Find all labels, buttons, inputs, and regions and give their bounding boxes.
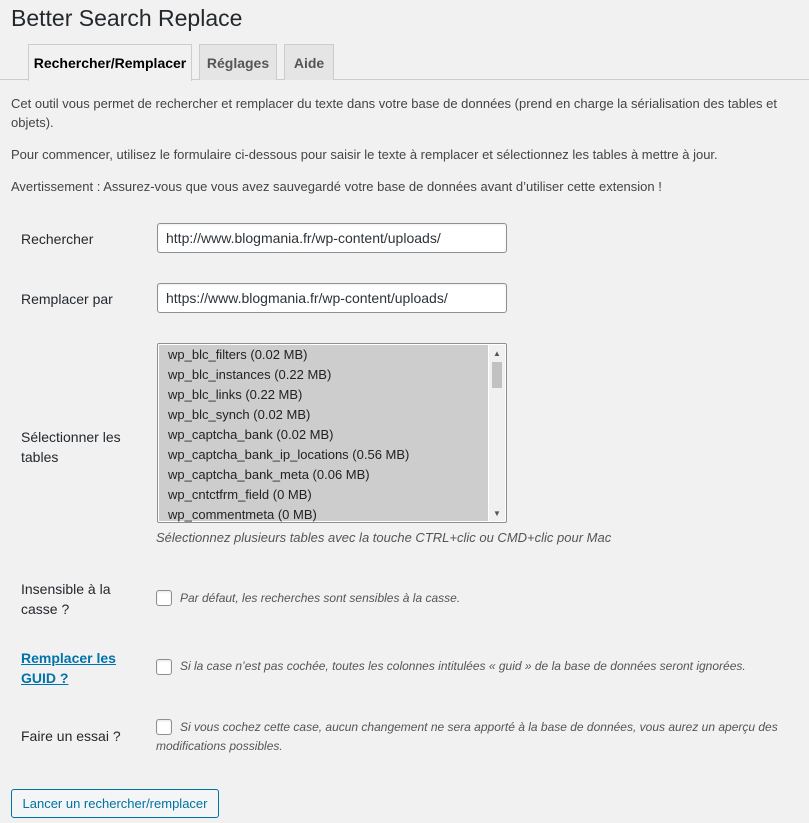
- replace-guids-label-line1[interactable]: Remplacer les: [21, 650, 116, 666]
- table-option[interactable]: wp_blc_filters (0.02 MB): [168, 347, 308, 362]
- search-input[interactable]: [157, 223, 507, 253]
- tab-help[interactable]: Aide: [284, 44, 334, 80]
- intro-description: Cet outil vous permet de rechercher et remplacer du texte dans votre base de données (prend en charge la sérialisation des tables et objets).: [11, 96, 777, 130]
- table-option[interactable]: wp_commentmeta (0 MB): [168, 507, 317, 522]
- table-option[interactable]: wp_blc_instances (0.22 MB): [168, 367, 332, 382]
- scroll-thumb[interactable]: [492, 362, 502, 388]
- tables-hint: Sélectionnez plusieurs tables avec la touche CTRL+clic ou CMD+clic pour Mac: [156, 530, 612, 545]
- tables-options: [159, 345, 488, 521]
- replace-input[interactable]: [157, 283, 507, 313]
- table-option[interactable]: wp_blc_links (0.22 MB): [168, 387, 303, 402]
- table-option[interactable]: wp_blc_synch (0.02 MB): [168, 407, 311, 422]
- case-insensitive-label-line1: Insensible à la: [21, 581, 111, 597]
- table-option[interactable]: wp_captcha_bank (0.02 MB): [168, 427, 334, 442]
- case-insensitive-label: [21, 579, 111, 619]
- tab-settings[interactable]: Réglages: [199, 44, 277, 80]
- triangle-down-icon[interactable]: ▼: [493, 508, 501, 518]
- replace-guids-help-link[interactable]: [21, 648, 116, 688]
- run-search-replace-button[interactable]: Lancer un rechercher/remplacer: [11, 789, 219, 818]
- dry-run-description-line2: modifications possibles.: [156, 739, 283, 753]
- case-insensitive-checkbox[interactable]: [156, 590, 172, 606]
- triangle-up-icon[interactable]: ▲: [493, 348, 501, 358]
- search-label: Rechercher: [21, 231, 94, 247]
- replace-guids-description: Si la case n’est pas cochée, toutes les colonnes intitulées « guid » de la base de données seront ignorées.: [180, 659, 746, 673]
- replace-label: Remplacer par: [21, 291, 113, 307]
- tab-search-replace[interactable]: Rechercher/Remplacer: [28, 44, 192, 81]
- case-insensitive-description: Par défaut, les recherches sont sensibles à la casse.: [180, 591, 461, 605]
- tables-label-line1: Sélectionner les: [21, 429, 121, 445]
- intro-instructions: Pour commencer, utilisez le formulaire ci-dessous pour saisir le texte à remplacer et sélectionnez les tables à mettre à jour.: [11, 147, 718, 162]
- dry-run-checkbox[interactable]: [156, 719, 172, 735]
- tab-bar: [0, 44, 809, 80]
- page-title: Better Search Replace: [11, 5, 243, 31]
- table-option[interactable]: wp_captcha_bank_ip_locations (0.56 MB): [168, 447, 410, 462]
- dry-run-label: Faire un essai ?: [21, 728, 121, 744]
- replace-guids-label-line2[interactable]: GUID ?: [21, 670, 69, 686]
- replace-guids-label: [21, 648, 116, 688]
- intro-warning: Avertissement : Assurez-vous que vous avez sauvegardé votre base de données avant d’utiliser cette extension !: [11, 179, 662, 194]
- table-option[interactable]: wp_cntctfrm_field (0 MB): [168, 487, 312, 502]
- table-option[interactable]: wp_captcha_bank_meta (0.06 MB): [168, 467, 370, 482]
- case-insensitive-label-line2: casse ?: [21, 601, 70, 617]
- dry-run-description-line1: Si vous cochez cette case, aucun changement ne sera apporté à la base de données, vous aurez un aperçu des: [180, 720, 778, 734]
- tables-scrollbar[interactable]: [489, 345, 505, 521]
- tables-label-line2: tables: [21, 449, 59, 465]
- tables-label: [21, 427, 121, 467]
- tables-multiselect[interactable]: [157, 343, 507, 523]
- replace-guids-checkbox[interactable]: [156, 659, 172, 675]
